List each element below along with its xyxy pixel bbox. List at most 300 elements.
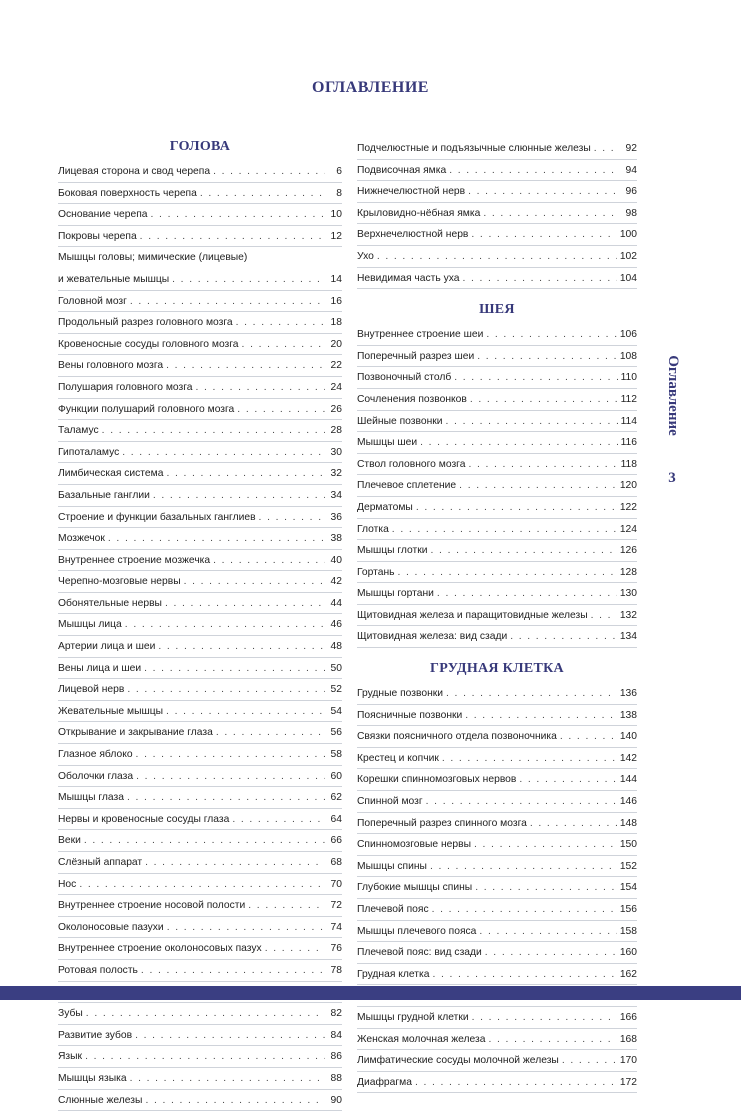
toc-page-number: 154	[619, 882, 637, 894]
toc-page-number: 156	[619, 904, 637, 915]
toc-entry-title: Дерматомы	[357, 501, 413, 513]
toc-page-number: 46	[330, 619, 342, 631]
toc-entry	[58, 766, 342, 788]
toc-leader-dots	[248, 895, 325, 917]
toc-entry	[58, 1046, 342, 1068]
toc-leader-dots	[594, 138, 620, 160]
toc-page-number: 152	[619, 860, 637, 872]
toc-entry-title: Оболочки глаза	[58, 770, 134, 782]
toc-page-number: 36	[330, 511, 342, 523]
toc-leader-dots	[530, 813, 617, 835]
toc-leader-dots	[242, 334, 325, 356]
toc-entry	[357, 432, 637, 454]
toc-entry	[58, 830, 342, 852]
toc-entry-title: Внутреннее строение мозжечка	[58, 554, 211, 566]
toc-entry	[357, 203, 637, 225]
toc-entry-title: Черепно-мозговые нервы	[58, 576, 181, 588]
toc-entry	[357, 1007, 637, 1029]
toc-leader-dots	[141, 960, 325, 982]
toc-leader-dots	[200, 183, 325, 205]
toc-entry	[357, 605, 637, 627]
toc-entry-title: Мышцы глотки	[357, 545, 428, 557]
side-tab	[660, 340, 684, 450]
toc-page-number: 20	[330, 338, 342, 350]
toc-page-number: 74	[330, 921, 342, 933]
toc-leader-dots	[79, 874, 325, 896]
toc-page-number: 26	[330, 403, 342, 415]
toc-entry-title: Ротовая полость	[58, 964, 138, 976]
toc-entry-title: Нервы и кровеносные сосуды глаза	[58, 813, 230, 825]
toc-entry-title: Веки	[58, 835, 81, 847]
toc-entry	[58, 960, 342, 982]
toc-page-number: 162	[619, 968, 637, 980]
toc-page-number: 44	[330, 597, 342, 609]
toc-leader-dots	[145, 1090, 325, 1111]
toc-entry	[357, 268, 637, 290]
toc-leader-dots	[136, 766, 325, 788]
toc-page-number: 32	[330, 468, 342, 480]
toc-leader-dots	[470, 389, 618, 411]
toc-page-number: 34	[330, 489, 342, 501]
toc-leader-dots	[462, 268, 616, 290]
toc-entry	[357, 726, 637, 748]
page-title: ОГЛАВЛЕНИЕ	[312, 79, 429, 96]
toc-entry-title: Кровеносные сосуды головного мозга	[58, 338, 239, 350]
toc-entry	[357, 583, 637, 605]
toc-entry-title: Грудная клетка	[357, 968, 430, 980]
toc-entry-title: Спинной мозг	[357, 796, 423, 808]
toc-entry-title: Плечевой пояс: вид сзади	[357, 947, 482, 959]
section-title-neck: ШЕЯ	[479, 302, 515, 318]
toc-entry	[58, 528, 342, 550]
toc-entry-title: Позвоночный столб	[357, 372, 452, 384]
toc-leader-dots	[136, 744, 325, 766]
toc-entry-title: Мышцы шеи	[357, 437, 418, 449]
toc-page-number: 48	[330, 641, 342, 653]
toc-entry-title: Крыловидно-нёбная ямка	[357, 207, 481, 219]
toc-leader-dots	[144, 658, 325, 680]
toc-leader-dots	[213, 550, 325, 572]
toc-leader-dots	[84, 830, 325, 852]
toc-leader-dots	[430, 856, 617, 878]
toc-leader-dots	[486, 324, 616, 346]
toc-entry	[58, 399, 342, 421]
toc-page-number: 120	[619, 480, 637, 492]
toc-entry-title: Обонятельные нервы	[58, 597, 162, 609]
toc-entry	[58, 355, 342, 377]
toc-entry-title: Мышцы гортани	[357, 588, 434, 600]
toc-list-head	[58, 161, 342, 1111]
toc-entry	[58, 312, 342, 334]
toc-entry	[357, 791, 637, 813]
toc-page-number: 52	[330, 684, 342, 696]
toc-leader-dots	[475, 877, 617, 899]
toc-page-number: 134	[619, 631, 637, 643]
toc-leader-dots	[474, 834, 617, 856]
toc-entry-title: Мышцы спины	[357, 860, 427, 872]
toc-entry	[357, 562, 637, 584]
toc-entry-title: Верхнечелюстной нерв	[357, 229, 469, 241]
toc-page-number: 116	[620, 437, 637, 449]
toc-entry	[357, 1072, 637, 1094]
toc-page-number: 68	[330, 857, 342, 868]
toc-leader-dots	[108, 528, 325, 550]
toc-entry	[58, 679, 342, 701]
toc-page-number: 130	[619, 588, 637, 600]
toc-entry	[58, 722, 342, 744]
toc-entry-title: Нижнечелюстной нерв	[357, 186, 466, 198]
toc-leader-dots	[85, 1046, 325, 1068]
toc-entry	[357, 138, 637, 160]
toc-page-number: 92	[625, 143, 637, 154]
toc-entry-title: Развитие зубов	[58, 1029, 133, 1041]
toc-page-number: 158	[619, 925, 637, 937]
toc-page-number: 40	[330, 554, 342, 566]
toc-leader-dots	[465, 705, 617, 727]
toc-leader-dots	[151, 204, 325, 226]
toc-list-neck	[357, 324, 637, 648]
toc-entry-title: Полушария головного мозга	[58, 381, 193, 393]
toc-entry-title: Мышцы лица	[58, 619, 122, 631]
toc-entry	[58, 809, 342, 831]
toc-entry-title: Поясничные позвонки	[357, 709, 463, 721]
toc-page-number: 138	[619, 709, 637, 721]
toc-entry	[58, 334, 342, 356]
toc-leader-dots	[140, 226, 325, 248]
toc-page-number: 106	[619, 329, 637, 341]
toc-entry	[357, 389, 637, 411]
toc-entry-title: Лимфатические сосуды молочной железы	[357, 1055, 559, 1067]
toc-page-number: 98	[625, 207, 637, 219]
toc-leader-dots	[130, 291, 325, 313]
toc-page-number: 142	[619, 752, 637, 764]
bottom-color-bar	[0, 986, 741, 1000]
toc-page-number: 86	[330, 1051, 342, 1063]
toc-leader-dots	[519, 769, 616, 791]
toc-leader-dots	[471, 224, 616, 246]
toc-entry-title: Внутреннее строение шеи	[357, 329, 484, 341]
toc-list-chest	[357, 683, 637, 1093]
toc-leader-dots	[86, 1003, 325, 1025]
toc-entry	[357, 834, 637, 856]
toc-entry	[58, 550, 342, 572]
toc-list-head-continued	[357, 138, 637, 289]
toc-page-number: 148	[619, 817, 637, 829]
toc-page-number: 62	[330, 792, 342, 804]
toc-entry-title: Слёзный аппарат	[58, 857, 143, 868]
toc-leader-dots	[477, 346, 617, 368]
toc-page-number: 82	[330, 1008, 342, 1020]
toc-entry	[58, 917, 342, 939]
toc-entry-title: Ствол головного мозга	[357, 458, 466, 470]
toc-entry-title: Невидимая часть уха	[357, 272, 460, 284]
toc-leader-dots	[472, 1007, 617, 1029]
toc-leader-dots	[560, 726, 617, 748]
toc-entry-title: Головной мозг	[58, 295, 127, 307]
toc-page-number: 6	[336, 166, 342, 177]
toc-page-number: 160	[619, 947, 637, 959]
toc-entry	[357, 856, 637, 878]
toc-entry	[357, 705, 637, 727]
toc-leader-dots	[432, 964, 616, 986]
toc-page-number: 42	[330, 576, 342, 588]
toc-page-number: 172	[619, 1076, 637, 1088]
toc-page-number: 96	[625, 186, 637, 198]
toc-entry-title: Боковая поверхность черепа	[58, 187, 197, 199]
toc-leader-dots	[442, 748, 617, 770]
toc-leader-dots	[165, 593, 325, 615]
toc-entry-title: Лимбическая система	[58, 468, 164, 480]
toc-leader-dots	[468, 454, 617, 476]
toc-entry-title: Сочленения позвонков	[357, 393, 467, 405]
toc-page-number: 22	[330, 360, 342, 372]
toc-leader-dots	[135, 1025, 325, 1047]
toc-entry-title: Лицевая сторона и свод черепа	[58, 166, 211, 177]
toc-page-number: 150	[619, 839, 637, 851]
toc-leader-dots	[398, 562, 617, 584]
toc-leader-dots	[213, 161, 325, 183]
toc-entry-title: Глотка	[357, 523, 389, 535]
toc-leader-dots	[468, 181, 620, 203]
toc-entry-title: Грудные позвонки	[357, 688, 444, 700]
toc-entry	[357, 475, 637, 497]
toc-entry-title: Мышцы языка	[58, 1072, 127, 1084]
section-title-head: ГОЛОВА	[169, 139, 231, 154]
toc-entry	[357, 942, 637, 964]
toc-leader-dots	[479, 921, 616, 943]
toc-leader-dots	[420, 432, 617, 454]
toc-entry-title: Щитовидная железа: вид сзади	[357, 631, 508, 643]
toc-entry-title: Диафрагма	[357, 1076, 412, 1088]
toc-page-number: 58	[330, 749, 342, 761]
toc-entry	[58, 485, 342, 507]
toc-entry-title: Мышцы плечевого пояса	[357, 925, 477, 937]
toc-leader-dots	[489, 1029, 617, 1051]
toc-leader-dots	[265, 938, 325, 960]
toc-entry-title: Артерии лица и шеи	[58, 641, 156, 653]
toc-entry	[357, 519, 637, 541]
toc-entry	[58, 895, 342, 917]
toc-entry	[357, 324, 637, 346]
toc-entry-title: Глубокие мышцы спины	[357, 882, 473, 894]
toc-entry	[357, 769, 637, 791]
toc-page-number: 70	[330, 878, 342, 890]
toc-entry-title: Мышцы глаза	[58, 792, 124, 804]
toc-page-number: 144	[619, 774, 637, 786]
toc-entry-title: Плечевой пояс	[357, 904, 429, 915]
toc-leader-dots	[416, 497, 617, 519]
toc-page-number: 8	[336, 187, 342, 199]
toc-entry	[58, 377, 342, 399]
toc-entry-title: Околоносовые пазухи	[58, 921, 164, 933]
toc-entry	[357, 367, 637, 389]
toc-entry	[357, 346, 637, 368]
toc-page-number: 78	[330, 964, 342, 976]
toc-leader-dots	[437, 583, 617, 605]
toc-entry-title: Основание черепа	[58, 209, 148, 221]
toc-entry-title: Мышцы грудной клетки	[357, 1011, 469, 1023]
toc-leader-dots	[145, 852, 325, 874]
toc-entry	[58, 183, 342, 205]
toc-entry-title: Мышцы головы; мимические (лицевые)	[58, 252, 248, 264]
toc-page-number: 122	[619, 501, 637, 513]
toc-page-number: 166	[619, 1011, 637, 1023]
toc-page-number: 112	[620, 393, 637, 405]
toc-entry	[58, 1025, 342, 1047]
toc-entry-title: Жевательные мышцы	[58, 705, 164, 717]
toc-entry-title: Мозжечок	[58, 533, 105, 545]
toc-entry	[357, 1050, 637, 1072]
toc-entry	[357, 160, 637, 182]
toc-entry	[58, 442, 342, 464]
toc-entry	[357, 181, 637, 203]
toc-page-number: 170	[619, 1055, 637, 1067]
toc-entry-title: Поперечный разрез шеи	[357, 350, 475, 362]
toc-entry-title: Внутреннее строение околоносовых пазух	[58, 943, 262, 955]
toc-entry	[58, 1090, 342, 1111]
toc-entry	[58, 204, 342, 226]
toc-entry-title: и жевательные мышцы	[58, 273, 170, 285]
toc-page-number: 24	[330, 381, 342, 393]
toc-entry	[58, 226, 342, 248]
toc-leader-dots	[426, 791, 617, 813]
toc-entry-title: Слюнные железы	[58, 1094, 143, 1106]
toc-page-number: 16	[330, 295, 342, 307]
toc-leader-dots	[130, 1068, 325, 1090]
toc-leader-dots	[166, 355, 325, 377]
toc-leader-dots	[102, 420, 325, 442]
toc-leader-dots	[431, 540, 617, 562]
toc-page-number: 28	[330, 425, 342, 437]
toc-leader-dots	[259, 507, 325, 529]
toc-entry-title: Вены головного мозга	[58, 360, 164, 372]
toc-entry	[58, 614, 342, 636]
toc-entry-title: Язык	[58, 1051, 83, 1063]
toc-page-number: 10	[330, 209, 342, 221]
toc-entry	[357, 748, 637, 770]
toc-leader-dots	[153, 485, 325, 507]
toc-entry	[357, 813, 637, 835]
toc-entry	[58, 658, 342, 680]
toc-entry	[357, 1029, 637, 1051]
toc-entry-title: Строение и функции базальных ганглиев	[58, 511, 256, 523]
toc-page-number: 54	[330, 705, 342, 717]
toc-page-number: 64	[330, 813, 342, 825]
toc-entry	[58, 463, 342, 485]
toc-page-number: 56	[330, 727, 342, 739]
toc-entry-title: Спинномозговые нервы	[357, 839, 471, 851]
toc-page-number: 90	[330, 1094, 342, 1106]
toc-entry-title: Корешки спинномозговых нервов	[357, 774, 517, 786]
toc-entry-title: Продольный разрез головного мозга	[58, 317, 233, 329]
toc-leader-dots	[127, 787, 325, 809]
toc-entry	[58, 593, 342, 615]
toc-page-number: 84	[330, 1029, 342, 1041]
toc-leader-dots	[167, 917, 325, 939]
toc-leader-dots	[232, 809, 325, 831]
toc-page-number: 140	[619, 731, 637, 743]
toc-leader-dots	[216, 722, 325, 744]
toc-leader-dots	[196, 377, 325, 399]
toc-page-number: 128	[619, 566, 637, 578]
toc-entry-title: Зубы	[58, 1008, 83, 1020]
toc-leader-dots	[237, 399, 325, 421]
toc-entry-title: Поперечный разрез спинного мозга	[357, 817, 527, 829]
toc-entry-line	[58, 247, 342, 269]
toc-entry	[58, 744, 342, 766]
toc-entry	[357, 921, 637, 943]
toc-entry-title: Нос	[58, 878, 77, 890]
toc-page-number: 126	[619, 545, 637, 557]
toc-page-number: 76	[330, 943, 342, 955]
toc-page-number: 88	[330, 1072, 342, 1084]
toc-leader-dots	[485, 942, 617, 964]
toc-page-number: 14	[330, 273, 342, 285]
toc-entry	[357, 626, 637, 648]
toc-leader-dots	[122, 442, 325, 464]
toc-entry-title: Глазное яблоко	[58, 749, 133, 761]
toc-entry-title: Подвисочная ямка	[357, 164, 447, 176]
toc-entry	[58, 787, 342, 809]
toc-page-number: 66	[330, 835, 342, 847]
toc-entry	[58, 420, 342, 442]
toc-leader-dots	[172, 269, 325, 291]
toc-leader-dots	[459, 475, 617, 497]
toc-page-number: 114	[620, 415, 637, 427]
toc-page-number: 146	[619, 796, 637, 808]
toc-entry-title: Плечевое сплетение	[357, 480, 457, 492]
section-title-chest: ГРУДНАЯ КЛЕТКА	[430, 661, 564, 677]
toc-page-number: 100	[619, 229, 637, 241]
toc-leader-dots	[432, 899, 617, 921]
toc-page-number: 108	[619, 350, 637, 362]
toc-entry-title: Таламус	[58, 425, 99, 437]
toc-page-number: 18	[330, 317, 342, 329]
toc-column-right	[357, 138, 637, 1093]
toc-page-number: 136	[619, 688, 637, 700]
toc-entry	[58, 701, 342, 723]
toc-entry-title: Гортань	[357, 566, 395, 578]
toc-entry	[357, 246, 637, 268]
toc-entry-title: Открывание и закрывание глаза	[58, 727, 213, 739]
toc-page-number: 30	[330, 446, 342, 458]
toc-entry	[357, 877, 637, 899]
toc-leader-dots	[446, 683, 617, 705]
toc-entry	[357, 411, 637, 433]
toc-page-number: 118	[620, 458, 637, 470]
toc-leader-dots	[449, 160, 620, 182]
toc-entry-title: Связки поясничного отдела позвоночника	[357, 731, 557, 743]
toc-entry	[58, 161, 342, 183]
toc-entry-title: Базальные ганглии	[58, 489, 150, 501]
toc-entry-title: Ухо	[357, 250, 374, 262]
toc-page-number: 104	[619, 272, 637, 284]
toc-leader-dots	[377, 246, 617, 268]
toc-leader-dots	[454, 367, 617, 389]
toc-entry-title: Покровы черепа	[58, 230, 137, 242]
toc-leader-dots	[127, 679, 325, 701]
toc-entry	[357, 964, 637, 986]
toc-entry	[357, 683, 637, 705]
toc-leader-dots	[158, 636, 325, 658]
toc-entry	[58, 269, 342, 291]
page-number: 3	[668, 470, 676, 486]
toc-entry	[58, 1003, 342, 1025]
toc-entry-title: Внутреннее строение носовой полости	[58, 900, 246, 912]
toc-leader-dots	[125, 614, 325, 636]
toc-entry	[357, 540, 637, 562]
toc-entry-title: Гипоталамус	[58, 446, 120, 458]
